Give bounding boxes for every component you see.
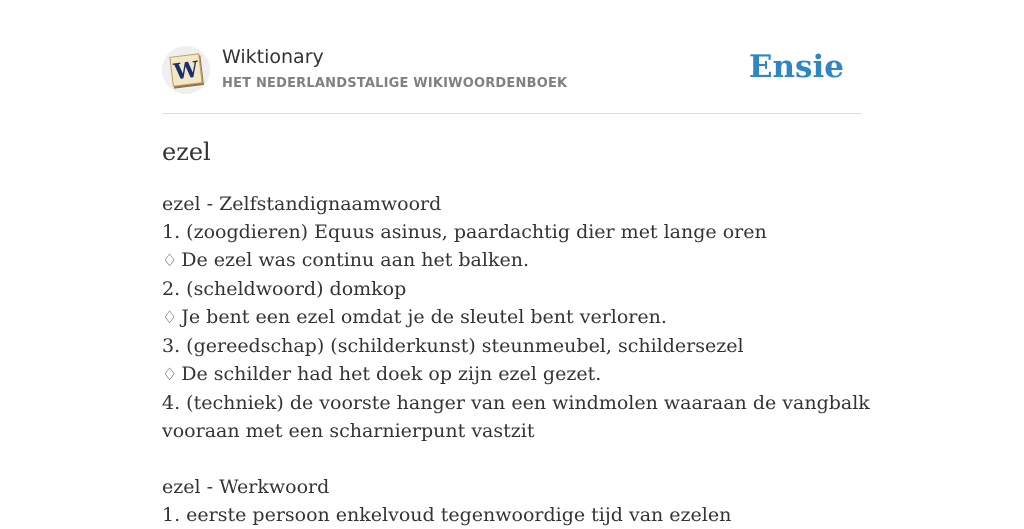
ensie-brand-link[interactable]: Ensie bbox=[748, 49, 844, 85]
verb-sense-1: 1. eerste persoon enkelvoud tegenwoordige tijd van ezelen bbox=[162, 504, 732, 526]
noun-sense-4: 4. (techniek) de voorste hanger van een windmolen waaraan de vangbalk vooraan met een scharnierpunt vastzit bbox=[162, 392, 870, 442]
example-text: De schilder had het doek op zijn ezel gezet. bbox=[181, 363, 602, 385]
noun-sense-1: 1. (zoogdieren) Equus asinus, paardachtig dier met lange oren bbox=[162, 221, 767, 243]
noun-heading: ezel - Zelfstandignaamwoord bbox=[162, 193, 442, 215]
site-title[interactable]: Wiktionary bbox=[222, 46, 324, 68]
diamond-icon: ♢ bbox=[162, 251, 178, 271]
site-subtitle: HET NEDERLANDSTALIGE WIKIWOORDENBOEK bbox=[222, 76, 568, 91]
wiktionary-logo[interactable] bbox=[162, 46, 210, 94]
noun-example-2 bbox=[162, 303, 872, 332]
diamond-icon: ♢ bbox=[162, 308, 178, 328]
logo-tile-icon bbox=[169, 53, 202, 86]
noun-sense-2: 2. (scheldwoord) domkop bbox=[162, 278, 407, 300]
verb-heading: ezel - Werkwoord bbox=[162, 476, 330, 498]
section-spacer bbox=[162, 445, 872, 473]
logo-letter: W bbox=[172, 56, 200, 86]
diamond-icon: ♢ bbox=[162, 365, 178, 385]
entry-content bbox=[162, 134, 872, 529]
noun-example-1 bbox=[162, 246, 872, 275]
noun-example-3 bbox=[162, 360, 872, 389]
example-text: Je bent een ezel omdat je de sleutel bent verloren. bbox=[181, 306, 667, 328]
noun-sense-3: 3. (gereedschap) (schilderkunst) steunmeubel, schildersezel bbox=[162, 335, 744, 357]
page-title: ezel bbox=[162, 138, 211, 166]
site-header bbox=[162, 44, 862, 114]
example-text: De ezel was continu aan het balken. bbox=[181, 249, 529, 271]
